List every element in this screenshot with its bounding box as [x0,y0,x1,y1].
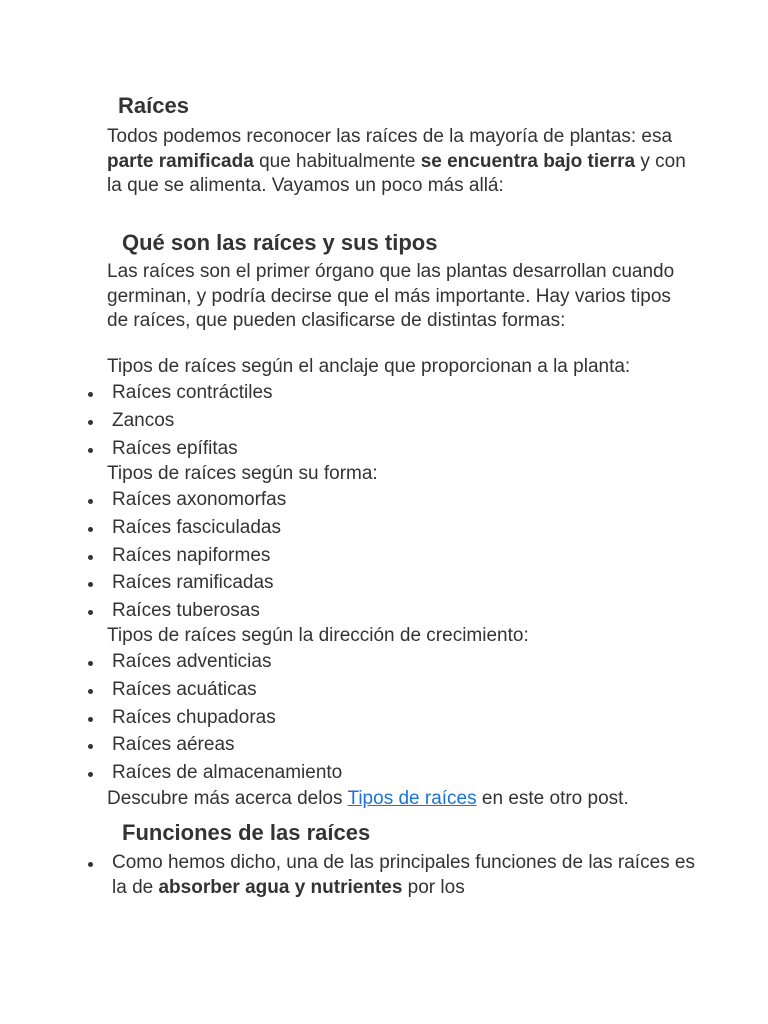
group1-label: Tipos de raíces según el anclaje que proporcionan a la planta: [107,356,631,377]
list-item: Zancos [86,409,686,437]
list-item: Raíces de almacenamiento [86,761,686,789]
heading-raices: Raíces [118,93,189,118]
bullet-icon [88,582,93,587]
list-item: Raíces ramificadas [86,571,686,599]
bullet-icon [88,499,93,504]
bullet-icon [88,862,93,867]
list-item: Raíces fasciculadas [86,516,686,544]
intro-text-3: y con la que se alimenta. Vayamos un poco más allá: [107,150,686,196]
bullet-icon [88,555,93,560]
tipos-de-raices-link[interactable]: Tipos de raíces [347,788,477,809]
bullet-icon [88,772,93,777]
group2-list [86,488,686,627]
more-text-before: Descubre más acerca delos [107,788,348,809]
bullet-icon [88,610,93,615]
list-item: Raíces aéreas [86,733,686,761]
heading-funciones: Funciones de las raíces [122,820,371,845]
intro-bold-2: se encuentra bajo tierra [420,150,636,172]
list-item: Raíces chupadoras [86,706,686,734]
bullet-icon [88,527,93,532]
types-intro-paragraph: Las raíces son el primer órgano que las plantas desarrollan cuando germinan, y podría decirse que el más importante. Hay varios tipos de raíces, que pueden clasificarse de distintas formas: [107,261,675,331]
list-item: Raíces tuberosas [86,599,686,627]
group1-list [86,381,686,464]
bullet-icon [88,392,93,397]
list-item: Raíces epífitas [86,437,686,465]
list-item: Raíces adventicias [86,650,686,678]
more-text-after: en este otro post. [476,788,629,809]
list-item: Raíces acuáticas [86,678,686,706]
intro-text-2: que habitualmente [253,150,421,172]
group3-list [86,650,686,789]
bullet-icon [88,661,93,666]
func-bold-1: absorber agua y nutrientes [158,876,403,898]
list-item: Raíces axonomorfas [86,488,686,516]
intro-paragraph [107,125,687,199]
func-text-1: Como hemos dicho, una de las principales funciones de las raíces es la de [112,852,695,898]
bullet-icon [88,448,93,453]
list-item [86,851,706,900]
bullet-icon [88,717,93,722]
bullet-icon [88,420,93,425]
group3-label: Tipos de raíces según la dirección de crecimiento: [107,625,529,646]
bullet-icon [88,689,93,694]
list-item: Raíces napiformes [86,544,686,572]
intro-bold-1: parte ramificada [107,150,254,172]
heading-que-son: Qué son las raíces y sus tipos [122,230,438,255]
group2-label: Tipos de raíces según su forma: [107,463,378,484]
intro-text-1: Todos podemos reconocer las raíces de la mayoría de plantas: esa [107,126,673,147]
list-item: Raíces contráctiles [86,381,686,409]
func-text-2: por los [402,876,465,898]
functions-list [86,851,706,900]
more-paragraph [107,787,687,812]
bullet-icon [88,744,93,749]
